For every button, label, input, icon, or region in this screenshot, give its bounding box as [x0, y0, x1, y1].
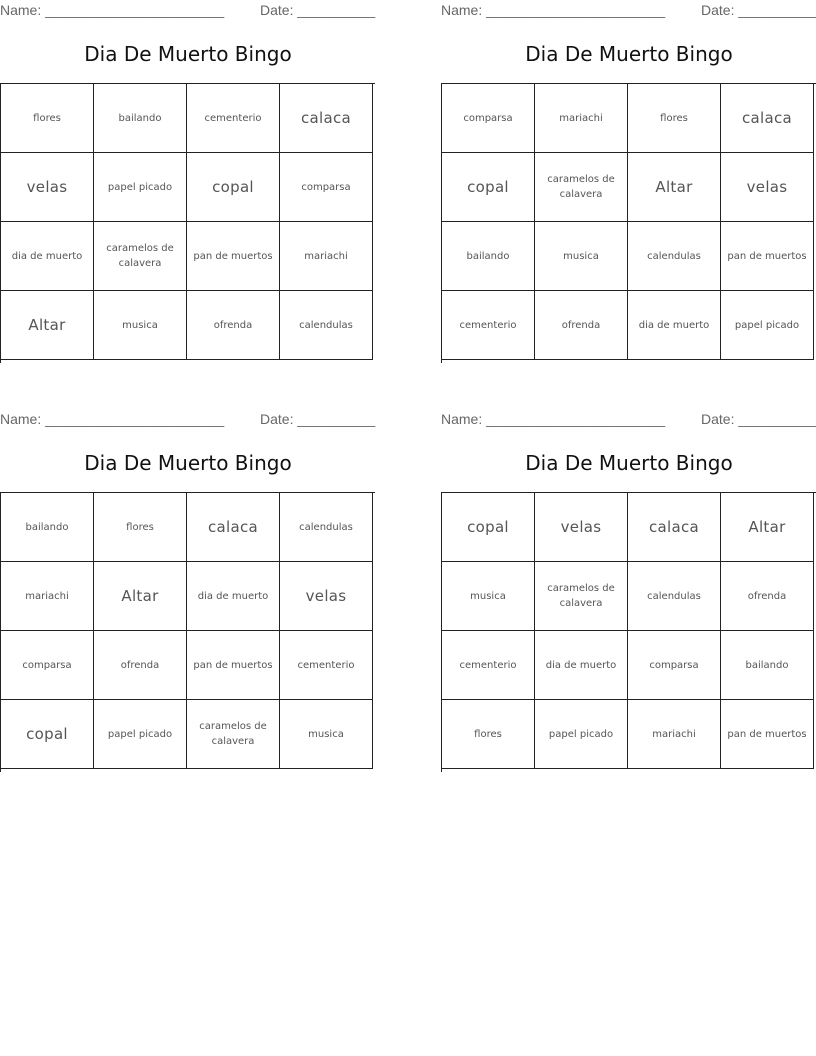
- bingo-cell: bailando: [442, 222, 535, 291]
- bingo-cell: ofrenda: [721, 562, 814, 631]
- bingo-cell: ofrenda: [535, 291, 628, 360]
- name-field-label: Name: _______________________: [441, 411, 666, 427]
- bingo-card: [441, 0, 816, 380]
- bingo-cell: ofrenda: [187, 291, 280, 360]
- bingo-cell: Altar: [94, 562, 187, 631]
- bingo-cell: calendulas: [280, 493, 373, 562]
- bingo-cell: mariachi: [628, 700, 721, 769]
- card-header: [0, 411, 376, 429]
- bingo-cell: pan de muertos: [187, 631, 280, 700]
- card-title: Dia De Muerto Bingo: [525, 451, 733, 475]
- bingo-grid: [441, 83, 816, 363]
- date-field-label: Date: __________: [260, 411, 376, 427]
- bingo-cell: musica: [280, 700, 373, 769]
- bingo-cell: velas: [721, 153, 814, 222]
- bingo-cell: mariachi: [1, 562, 94, 631]
- bingo-cell: dia de muerto: [535, 631, 628, 700]
- bingo-grid: [0, 492, 375, 772]
- card-header: [441, 411, 816, 429]
- bingo-cell: calaca: [187, 493, 280, 562]
- bingo-cell: flores: [94, 493, 187, 562]
- date-field-label: Date: __________: [701, 2, 816, 18]
- bingo-cell: musica: [94, 291, 187, 360]
- bingo-cell: papel picado: [94, 153, 187, 222]
- name-field-label: Name: _______________________: [441, 2, 666, 18]
- bingo-cell: caramelos de calavera: [535, 562, 628, 631]
- bingo-cell: pan de muertos: [721, 700, 814, 769]
- bingo-cell: velas: [280, 562, 373, 631]
- bingo-cell: papel picado: [94, 700, 187, 769]
- bingo-grid: [0, 83, 375, 363]
- bingo-cell: pan de muertos: [187, 222, 280, 291]
- bingo-cell: caramelos de calavera: [535, 153, 628, 222]
- bingo-cell: mariachi: [535, 84, 628, 153]
- bingo-cell: flores: [442, 700, 535, 769]
- date-field-label: Date: __________: [260, 2, 376, 18]
- bingo-cell: comparsa: [280, 153, 373, 222]
- bingo-cell: calaca: [280, 84, 373, 153]
- bingo-cell: dia de muerto: [1, 222, 94, 291]
- bingo-cell: Altar: [721, 493, 814, 562]
- bingo-cell: cementerio: [442, 631, 535, 700]
- bingo-cell: Altar: [628, 153, 721, 222]
- bingo-cell: calendulas: [628, 222, 721, 291]
- bingo-cell: musica: [535, 222, 628, 291]
- date-field-label: Date: __________: [701, 411, 816, 427]
- bingo-cell: bailando: [721, 631, 814, 700]
- bingo-cell: dia de muerto: [628, 291, 721, 360]
- card-title: Dia De Muerto Bingo: [84, 42, 292, 66]
- name-field-label: Name: _______________________: [0, 2, 225, 18]
- bingo-cell: comparsa: [628, 631, 721, 700]
- bingo-cell: musica: [442, 562, 535, 631]
- bingo-cell: copal: [1, 700, 94, 769]
- bingo-cell: papel picado: [535, 700, 628, 769]
- bingo-cell: caramelos de calavera: [187, 700, 280, 769]
- bingo-cell: copal: [442, 153, 535, 222]
- bingo-card: [441, 409, 816, 789]
- bingo-cell: dia de muerto: [187, 562, 280, 631]
- bingo-cell: mariachi: [280, 222, 373, 291]
- bingo-cell: calaca: [628, 493, 721, 562]
- bingo-card: [0, 0, 376, 380]
- bingo-cell: velas: [1, 153, 94, 222]
- bingo-cell: copal: [187, 153, 280, 222]
- bingo-cell: cementerio: [442, 291, 535, 360]
- card-title: Dia De Muerto Bingo: [84, 451, 292, 475]
- bingo-cell: bailando: [1, 493, 94, 562]
- bingo-cell: flores: [628, 84, 721, 153]
- card-header: [441, 2, 816, 20]
- card-header: [0, 2, 376, 20]
- card-title: Dia De Muerto Bingo: [525, 42, 733, 66]
- bingo-cell: copal: [442, 493, 535, 562]
- bingo-cell: comparsa: [442, 84, 535, 153]
- bingo-grid: [441, 492, 816, 772]
- name-field-label: Name: _______________________: [0, 411, 225, 427]
- bingo-cell: papel picado: [721, 291, 814, 360]
- bingo-cell: flores: [1, 84, 94, 153]
- bingo-cell: comparsa: [1, 631, 94, 700]
- bingo-cell: calendulas: [628, 562, 721, 631]
- bingo-cell: calaca: [721, 84, 814, 153]
- bingo-cell: calendulas: [280, 291, 373, 360]
- bingo-cell: velas: [535, 493, 628, 562]
- bingo-cell: Altar: [1, 291, 94, 360]
- bingo-cell: ofrenda: [94, 631, 187, 700]
- bingo-cell: caramelos de calavera: [94, 222, 187, 291]
- bingo-cell: pan de muertos: [721, 222, 814, 291]
- bingo-cell: cementerio: [187, 84, 280, 153]
- bingo-cell: bailando: [94, 84, 187, 153]
- bingo-card: [0, 409, 376, 789]
- bingo-cell: cementerio: [280, 631, 373, 700]
